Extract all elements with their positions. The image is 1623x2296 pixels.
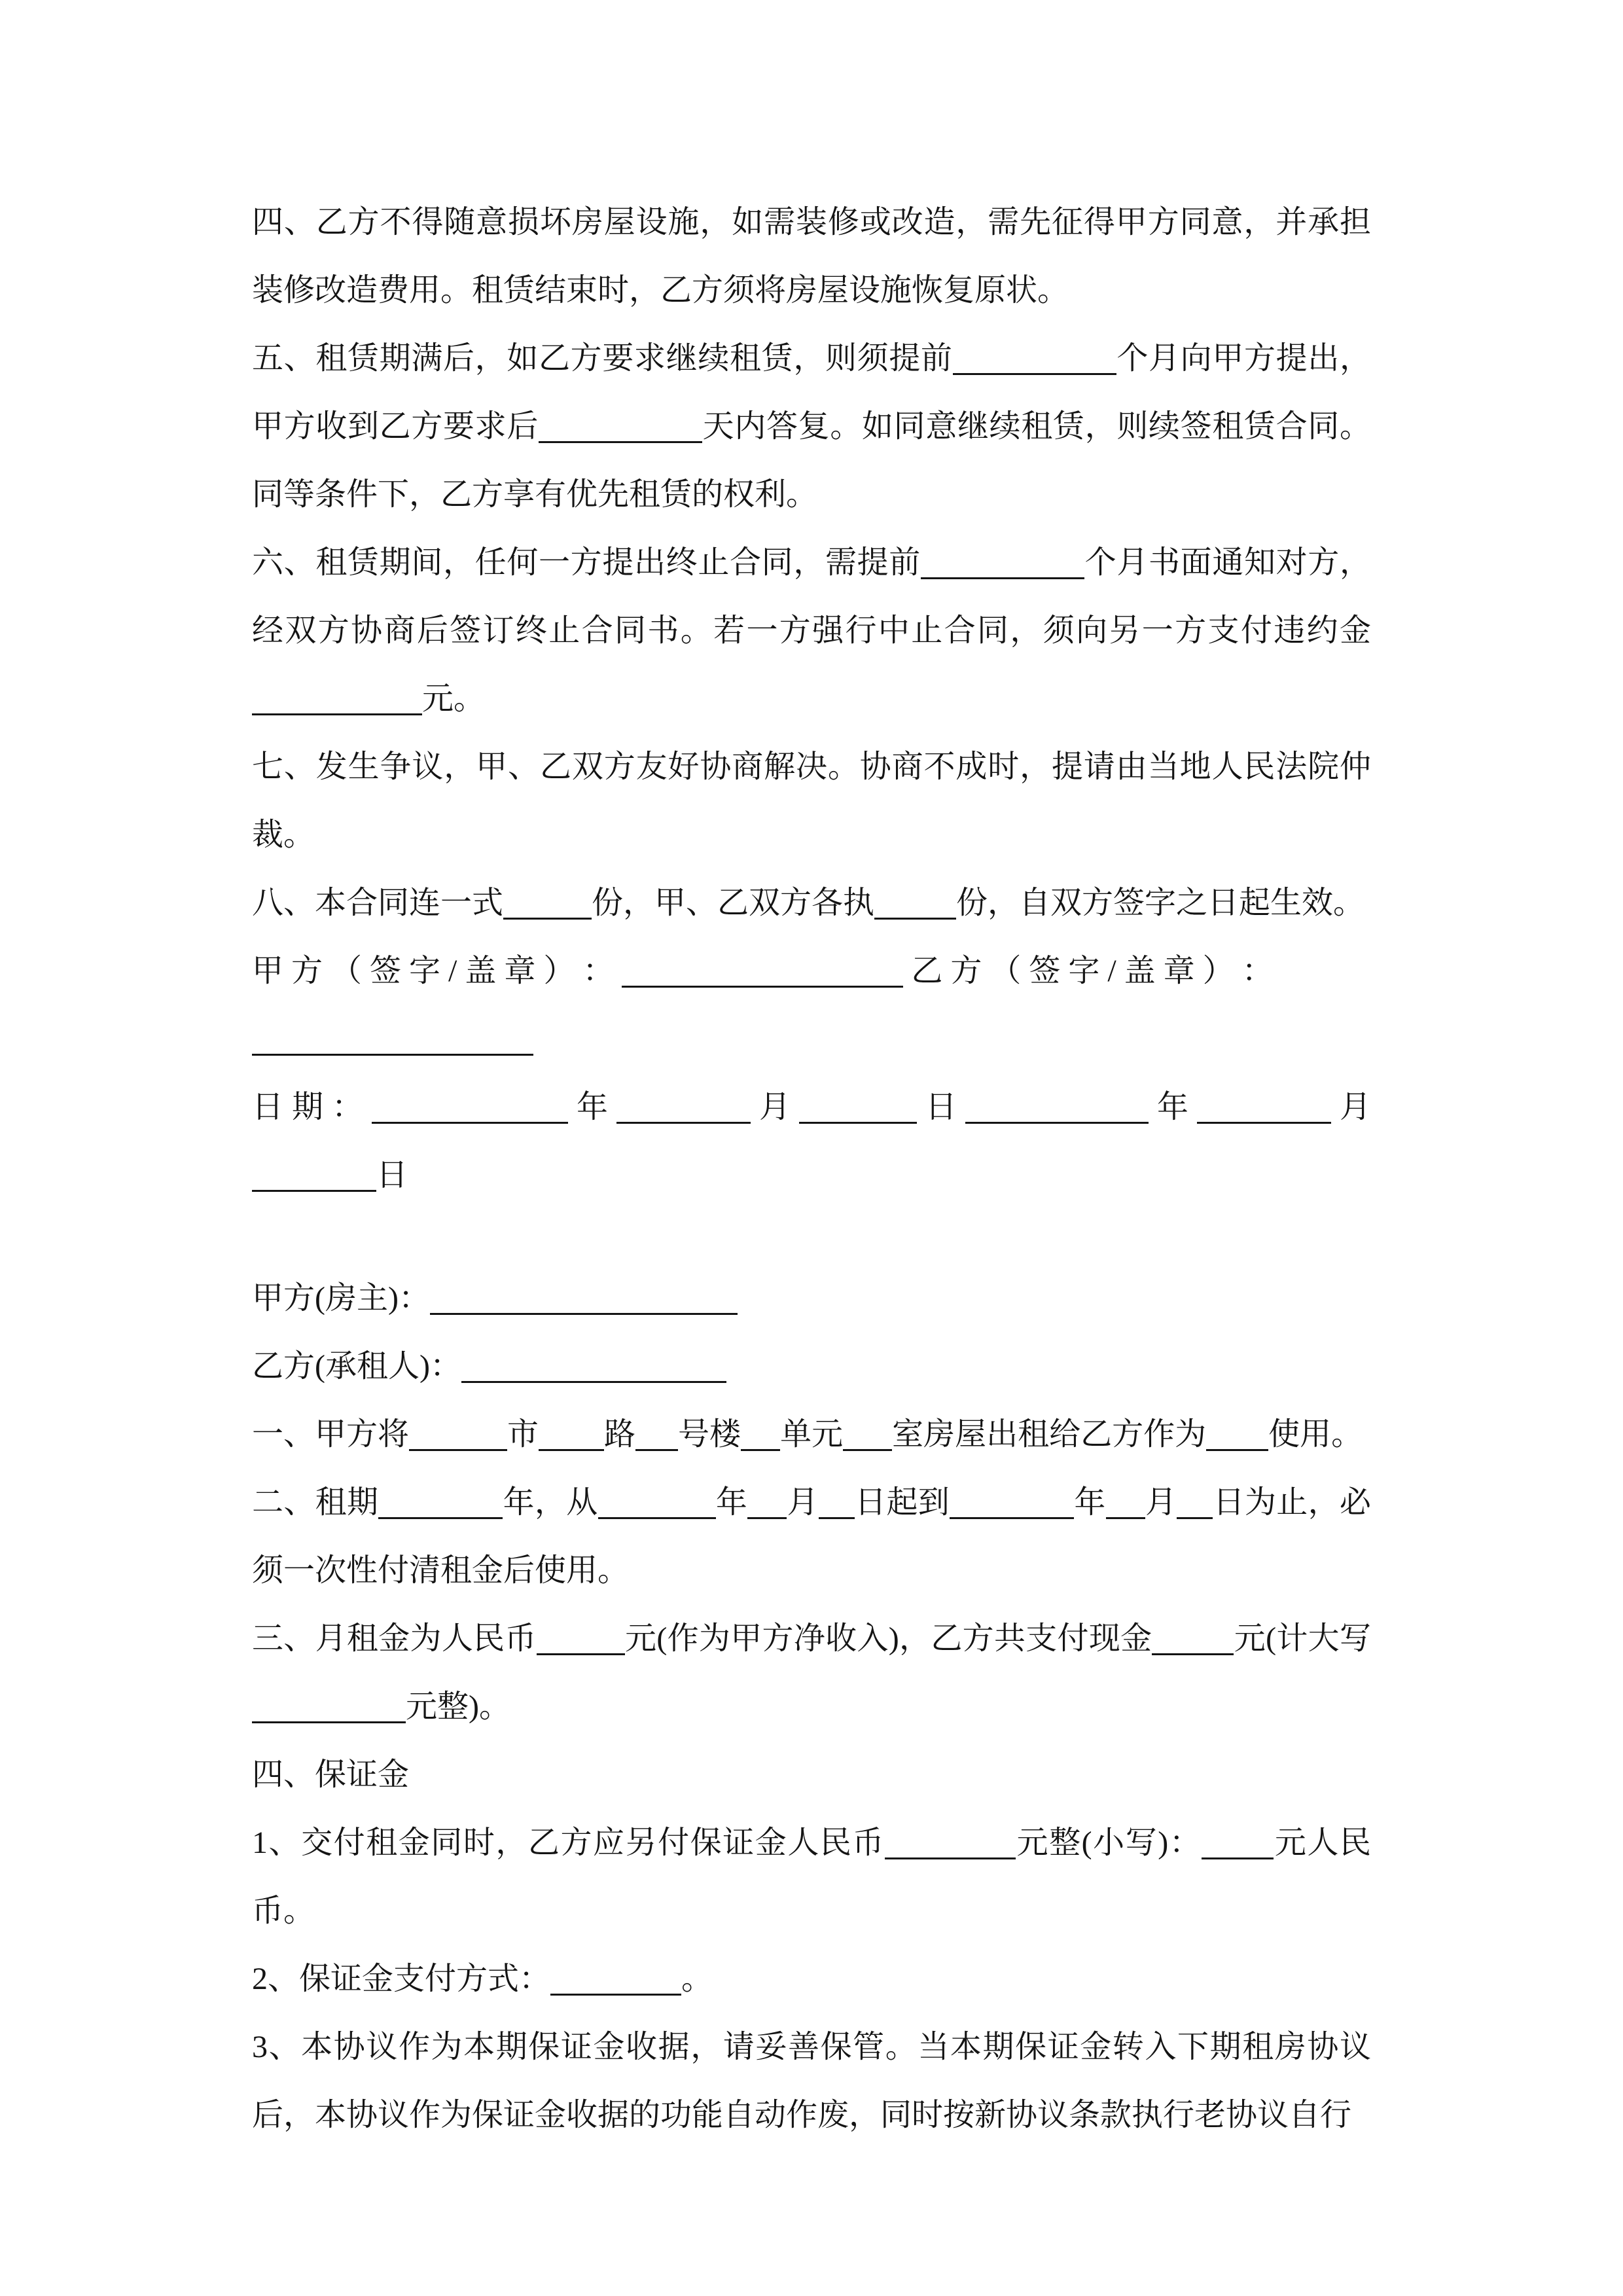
contract-paragraph: 二、租期 年，从 年 月 日起到 年 月 日为止，必须一次性付清租金后使用。 xyxy=(252,1485,1371,1588)
fill-in-blank xyxy=(430,1306,738,1315)
fill-in-blank xyxy=(1177,1511,1213,1519)
contract-paragraph: 一、甲方将 市 路 号楼 单元 室房屋出租给乙方作为 使用。 xyxy=(252,1417,1363,1452)
contract-paragraph: 乙方(承租人)： xyxy=(252,1333,1371,1401)
fill-in-blank xyxy=(1152,1647,1234,1655)
contract-paragraph xyxy=(252,1005,1371,1073)
fill-in-blank xyxy=(503,911,592,920)
fill-in-blank xyxy=(965,1115,1149,1124)
fill-in-blank xyxy=(1202,1851,1274,1859)
fill-in-blank xyxy=(372,1115,568,1124)
contract-paragraph: 四、乙方不得随意损坏房屋设施，如需装修或改造，需先征得甲方同意，并承担装修改造费用。租赁结束时，乙方须将房屋设施恢复原状。 xyxy=(252,205,1371,308)
contract-paragraph: 甲 方 （ 签 字 / 盖 章 ） ： 乙 方 （ 签 字 / 盖 章 ） ： xyxy=(252,954,1274,988)
fill-in-blank xyxy=(799,1115,917,1124)
fill-in-blank xyxy=(539,1443,604,1451)
fill-in-blank xyxy=(409,1443,507,1451)
contract-paragraph: 八、本合同连一式 份，甲、乙双方各执 份，自双方签字之日起生效。 xyxy=(252,886,1365,920)
fill-in-blank xyxy=(378,1511,503,1519)
fill-in-blank xyxy=(819,1511,855,1519)
fill-in-blank xyxy=(550,1987,681,1996)
fill-in-blank xyxy=(1197,1115,1331,1124)
paragraph-spacer xyxy=(252,1210,1371,1265)
contract-paragraph: 甲方(房主)： xyxy=(252,1265,1371,1333)
contract-paragraph: 3、本协议作为本期保证金收据，请妥善保管。当本期保证金转入下期租房协议后，本协议作为保证金收据的功能自动作废，同时按新协议条款执行老协议自行 xyxy=(252,2030,1371,2132)
fill-in-blank xyxy=(843,1443,892,1451)
fill-in-blank xyxy=(741,1443,780,1451)
fill-in-blank xyxy=(252,707,422,715)
fill-in-blank xyxy=(598,1511,716,1519)
fill-in-blank xyxy=(953,367,1116,375)
fill-in-blank xyxy=(950,1511,1074,1519)
fill-in-blank xyxy=(921,571,1084,579)
fill-in-blank xyxy=(1206,1443,1268,1451)
contract-paragraph: 1、交付租金同时，乙方应另付保证金人民币 元整(小写)： 元人民币。 xyxy=(252,1825,1371,1928)
fill-in-blank xyxy=(252,1047,533,1056)
fill-in-blank xyxy=(461,1374,726,1383)
fill-in-blank xyxy=(539,435,702,443)
contract-paragraph: 三、月租金为人民币 元(作为甲方净收入)，乙方共支付现金 元(计大写元整)。 xyxy=(252,1621,1371,1724)
fill-in-blank xyxy=(537,1647,625,1655)
fill-in-blank xyxy=(874,911,956,920)
fill-in-blank xyxy=(1106,1511,1145,1519)
fill-in-blank xyxy=(885,1851,1016,1859)
contract-paragraph: 五、租赁期满后，如乙方要求继续租赁，则须提前 个月向甲方提出，甲方收到乙方要求后 天内答复。如同意继续租赁，则续签租赁合同。同等条件下，乙方享有优先租赁的权利。 xyxy=(252,341,1371,512)
fill-in-blank xyxy=(616,1115,751,1124)
fill-in-blank xyxy=(252,1715,406,1723)
contract-paragraph: 七、发生争议，甲、乙双方友好协商解决。协商不成时，提请由当地人民法院仲裁。 xyxy=(252,749,1371,852)
fill-in-blank xyxy=(252,1183,376,1192)
contract-paragraph: 日期： 年 月 日 年 月日 xyxy=(252,1090,1371,1193)
fill-in-blank xyxy=(747,1511,787,1519)
contract-paragraph: 四、保证金 xyxy=(252,1757,410,1792)
fill-in-blank xyxy=(635,1443,678,1451)
contract-paragraph: 六、租赁期间，任何一方提出终止合同，需提前 个月书面通知对方，经双方协商后签订终止合同书。若一方强行中止合同，须向另一方支付违约金元。 xyxy=(252,545,1371,716)
fill-in-blank xyxy=(622,979,903,988)
contract-paragraph: 2、保证金支付方式： 。 xyxy=(252,1962,713,1996)
